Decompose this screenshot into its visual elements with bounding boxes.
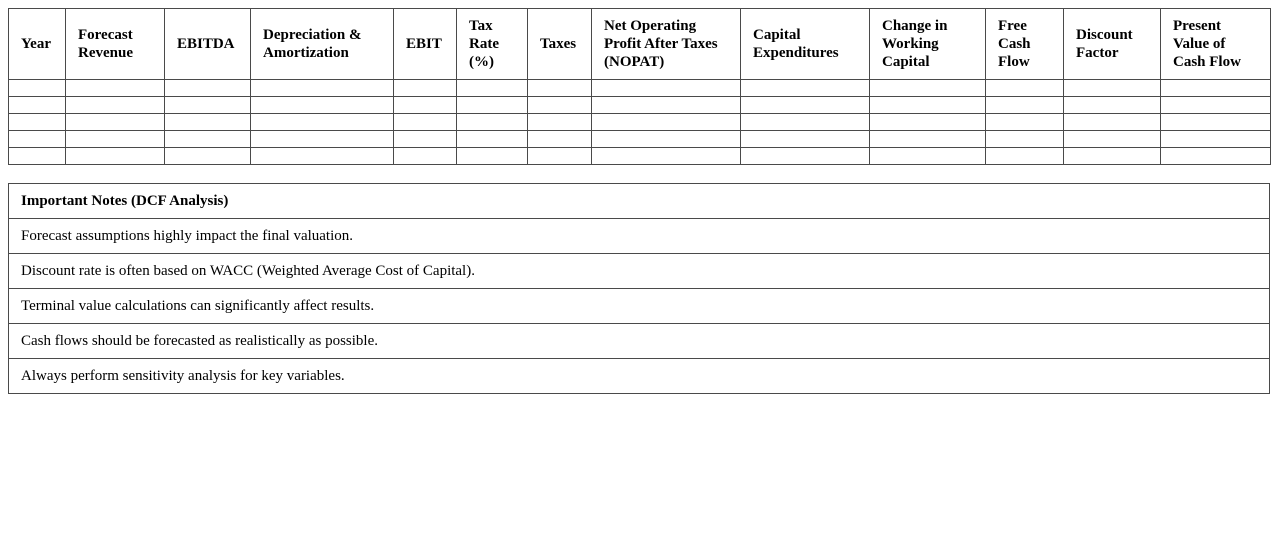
table-row xyxy=(9,131,1271,148)
table-cell xyxy=(9,80,66,97)
table-cell xyxy=(165,97,251,114)
column-header-taxes: Taxes xyxy=(528,9,592,80)
table-cell xyxy=(394,148,457,165)
table-row xyxy=(9,97,1271,114)
table-cell xyxy=(870,80,986,97)
note-text: Forecast assumptions highly impact the final valuation. xyxy=(9,219,1270,254)
column-header-present-value: Present Value of Cash Flow xyxy=(1161,9,1271,80)
table-cell xyxy=(66,148,165,165)
table-cell xyxy=(741,80,870,97)
note-row xyxy=(9,219,1270,254)
table-cell xyxy=(457,97,528,114)
table-cell xyxy=(870,114,986,131)
table-cell xyxy=(251,148,394,165)
table-cell xyxy=(741,131,870,148)
note-row xyxy=(9,254,1270,289)
column-header-ebitda: EBITDA xyxy=(165,9,251,80)
column-header-nopat: Net Operating Profit After Taxes (NOPAT) xyxy=(592,9,741,80)
note-row xyxy=(9,289,1270,324)
table-cell xyxy=(251,114,394,131)
dcf-table-body xyxy=(9,80,1271,165)
table-cell xyxy=(870,131,986,148)
table-cell xyxy=(986,114,1064,131)
table-cell xyxy=(1064,97,1161,114)
table-cell xyxy=(165,131,251,148)
table-cell xyxy=(592,148,741,165)
table-row xyxy=(9,114,1271,131)
table-cell xyxy=(986,131,1064,148)
table-cell xyxy=(741,148,870,165)
table-cell xyxy=(528,131,592,148)
table-cell xyxy=(741,114,870,131)
table-cell xyxy=(1161,148,1271,165)
note-text: Discount rate is often based on WACC (Weighted Average Cost of Capital). xyxy=(9,254,1270,289)
table-row xyxy=(9,80,1271,97)
table-cell xyxy=(457,148,528,165)
note-text: Always perform sensitivity analysis for key variables. xyxy=(9,359,1270,394)
column-header-change-working-capital: Change in Working Capital xyxy=(870,9,986,80)
column-header-forecast-revenue: Forecast Revenue xyxy=(66,9,165,80)
table-cell xyxy=(165,148,251,165)
table-cell xyxy=(66,80,165,97)
note-row xyxy=(9,359,1270,394)
column-header-free-cash-flow: Free Cash Flow xyxy=(986,9,1064,80)
table-cell xyxy=(251,131,394,148)
table-cell xyxy=(394,131,457,148)
table-row xyxy=(9,148,1271,165)
table-cell xyxy=(592,97,741,114)
table-cell xyxy=(457,114,528,131)
important-notes-table xyxy=(8,183,1270,394)
table-cell xyxy=(165,80,251,97)
column-header-ebit: EBIT xyxy=(394,9,457,80)
table-cell xyxy=(394,97,457,114)
table-cell xyxy=(457,80,528,97)
table-cell xyxy=(1161,80,1271,97)
table-cell xyxy=(592,80,741,97)
table-cell xyxy=(870,97,986,114)
note-text: Terminal value calculations can significantly affect results. xyxy=(9,289,1270,324)
table-cell xyxy=(9,97,66,114)
table-cell xyxy=(870,148,986,165)
note-text: Cash flows should be forecasted as realistically as possible. xyxy=(9,324,1270,359)
table-cell xyxy=(251,97,394,114)
dcf-header-row xyxy=(9,9,1271,80)
table-cell xyxy=(1161,131,1271,148)
table-cell xyxy=(741,97,870,114)
table-cell xyxy=(592,114,741,131)
notes-header-row xyxy=(9,184,1270,219)
table-cell xyxy=(9,114,66,131)
table-cell xyxy=(66,131,165,148)
table-cell xyxy=(1161,114,1271,131)
table-cell xyxy=(165,114,251,131)
table-cell xyxy=(528,148,592,165)
table-cell xyxy=(986,80,1064,97)
table-cell xyxy=(986,148,1064,165)
table-cell xyxy=(9,131,66,148)
notes-title: Important Notes (DCF Analysis) xyxy=(9,184,1270,219)
table-cell xyxy=(66,97,165,114)
table-cell xyxy=(1064,148,1161,165)
column-header-capital-expenditures: Capital Expenditures xyxy=(741,9,870,80)
table-cell xyxy=(1161,97,1271,114)
table-cell xyxy=(1064,114,1161,131)
table-cell xyxy=(457,131,528,148)
table-cell xyxy=(394,80,457,97)
table-cell xyxy=(394,114,457,131)
table-cell xyxy=(66,114,165,131)
dcf-forecast-table xyxy=(8,8,1271,165)
table-cell xyxy=(528,80,592,97)
column-header-depreciation-amortization: Depreciation & Amortization xyxy=(251,9,394,80)
table-cell xyxy=(528,97,592,114)
column-header-discount-factor: Discount Factor xyxy=(1064,9,1161,80)
table-cell xyxy=(251,80,394,97)
table-cell xyxy=(1064,80,1161,97)
note-row xyxy=(9,324,1270,359)
table-cell xyxy=(528,114,592,131)
table-cell xyxy=(1064,131,1161,148)
column-header-year: Year xyxy=(9,9,66,80)
column-header-tax-rate: Tax Rate (%) xyxy=(457,9,528,80)
table-cell xyxy=(592,131,741,148)
table-cell xyxy=(986,97,1064,114)
table-cell xyxy=(9,148,66,165)
